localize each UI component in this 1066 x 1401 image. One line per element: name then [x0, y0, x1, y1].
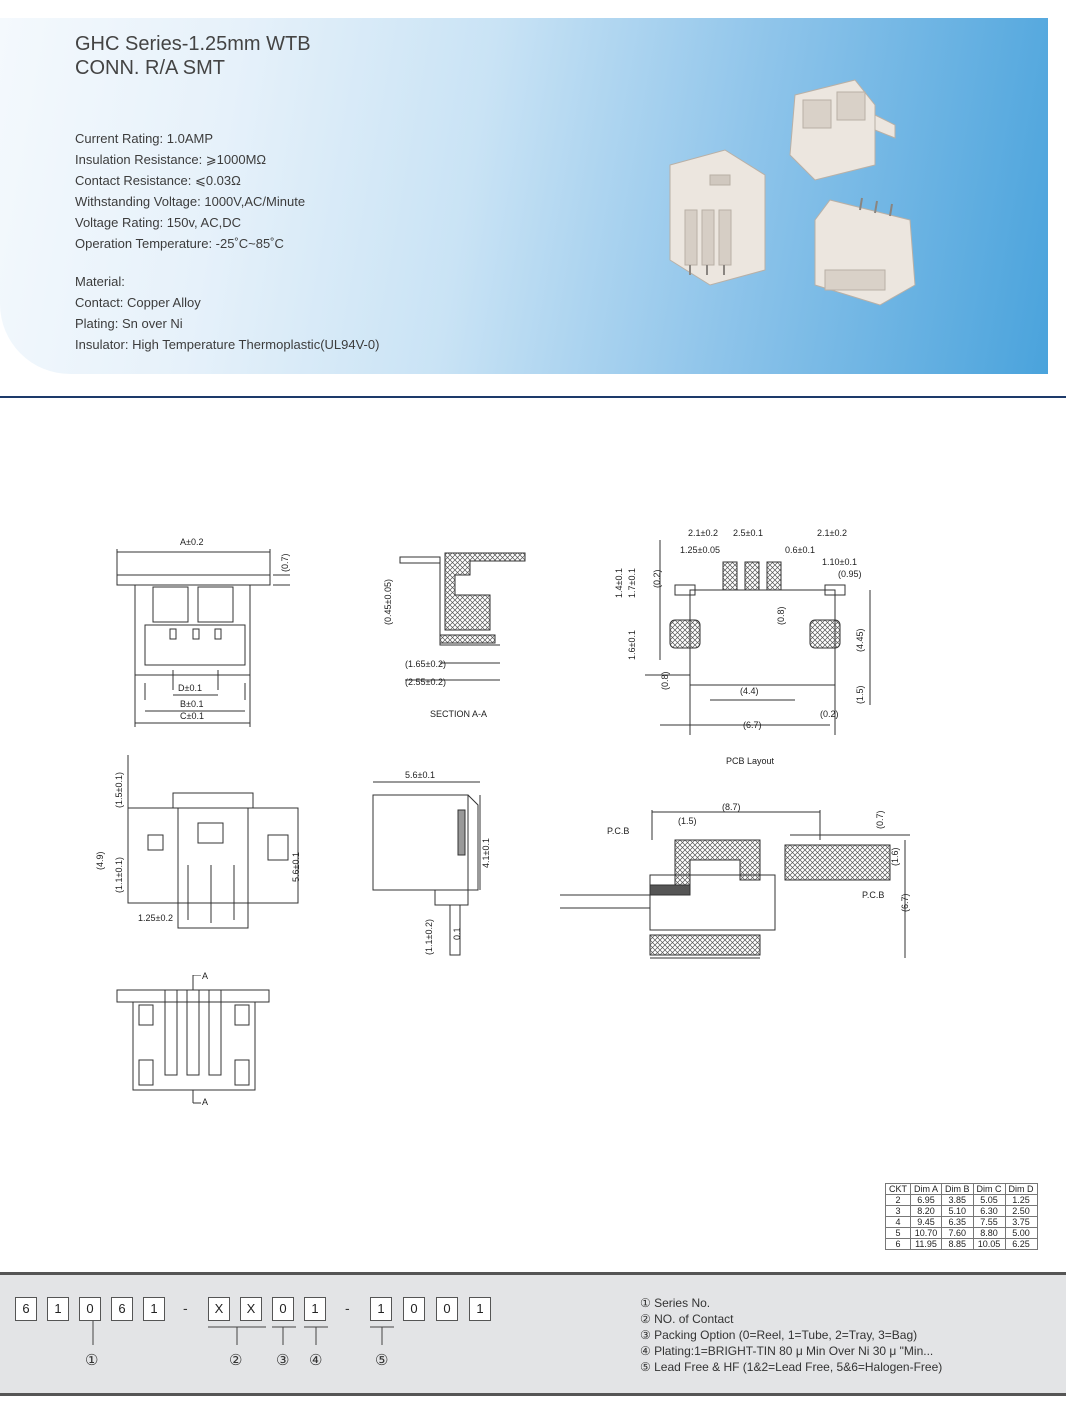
- table-cell: 7.60: [942, 1228, 974, 1239]
- pn-dash: -: [345, 1300, 350, 1316]
- title-line-2: CONN. R/A SMT: [75, 57, 226, 79]
- end-dim-5-6: 5.6±0.1: [405, 770, 435, 780]
- section-divider: [0, 396, 1066, 398]
- pn-digit: 0: [403, 1297, 425, 1321]
- pn-digit: 1: [143, 1297, 165, 1321]
- side-dim-1-5: (1.5±0.1): [114, 772, 124, 808]
- table-cell: 6.35: [942, 1217, 974, 1228]
- asm-pcb-label-1: P.C.B: [607, 826, 630, 836]
- pcb-l2: 1.7±0.1: [627, 568, 637, 598]
- spec-contact-res: Contact Resistance: ⩽0.03Ω: [75, 173, 241, 188]
- pcb-caption: PCB Layout: [726, 756, 775, 766]
- dim-b: B±0.1: [180, 699, 204, 709]
- asm-dim-8-7: (8.7): [722, 802, 741, 812]
- table-cell: 10.70: [911, 1228, 942, 1239]
- assembly-drawing: [560, 800, 920, 965]
- material-contact: Contact: Copper Alloy: [75, 295, 201, 310]
- pn-digit: 6: [111, 1297, 133, 1321]
- table-cell: 3: [886, 1206, 911, 1217]
- marker-4: ④: [309, 1352, 323, 1369]
- product-title: [75, 32, 311, 80]
- pn-bracket-lines: [0, 1321, 520, 1351]
- section-view-drawing: [395, 545, 545, 695]
- product-photo: [640, 70, 940, 310]
- material-plating: Plating: Sn over Ni: [75, 316, 183, 331]
- pn-digit: 1: [469, 1297, 491, 1321]
- dimension-table: [885, 1183, 1038, 1250]
- dim-section-1-65: (1.65±0.2): [405, 659, 446, 669]
- table-cell: 6.95: [911, 1195, 942, 1206]
- end-dim-0-1: 0.1: [452, 927, 462, 940]
- side-dim-1-25: 1.25±0.2: [138, 913, 173, 923]
- table-cell: 6: [886, 1239, 911, 1250]
- top-view-drawing: [115, 975, 275, 1105]
- table-cell: 6.25: [1005, 1239, 1037, 1250]
- pn-digit: 0: [79, 1297, 101, 1321]
- pn-digit: 6: [15, 1297, 37, 1321]
- dim-section-2-55: (2.55±0.2): [405, 677, 446, 687]
- spec-withstanding: Withstanding Voltage: 1000V,AC/Minute: [75, 194, 306, 209]
- legend-plating: ④ Plating:1=BRIGHT-TIN 80 μ Min Over Ni 30 μ "Min...: [640, 1344, 934, 1358]
- table-cell: 8.80: [973, 1228, 1005, 1239]
- section-marker-top: A: [202, 971, 209, 981]
- table-row: [886, 1228, 1038, 1239]
- legend-packing: ③ Packing Option (0=Reel, 1=Tube, 2=Tray, 3=Bag): [640, 1328, 918, 1342]
- pn-digit: X: [208, 1297, 230, 1321]
- marker-1: ①: [85, 1352, 99, 1369]
- table-cell: 6.30: [973, 1206, 1005, 1217]
- asm-dim-1-5: (1.5): [678, 816, 697, 826]
- legend-leadfree: ⑤ Lead Free & HF (1&2=Lead Free, 5&6=Halogen-Free): [640, 1360, 943, 1374]
- header-ckt: CKT: [886, 1184, 911, 1195]
- dim-c: C±0.1: [180, 711, 204, 721]
- pcb-t4: 1.25±0.05: [680, 545, 720, 555]
- spec-temperature: Operation Temperature: -25˚C~85˚C: [75, 236, 284, 251]
- pcb-l6: (0.8): [660, 671, 670, 690]
- table-cell: 9.45: [911, 1217, 942, 1228]
- table-cell: 8.20: [911, 1206, 942, 1217]
- part-number-legend: [640, 1295, 942, 1375]
- pcb-l3: (0.2): [652, 569, 662, 588]
- pn-digit: 0: [436, 1297, 458, 1321]
- pcb-l1: 1.4±0.1: [614, 568, 624, 598]
- side-dim-4-9: (4.9): [95, 851, 105, 870]
- table-cell: 2: [886, 1195, 911, 1206]
- pn-digit: 1: [370, 1297, 392, 1321]
- table-cell: 5.05: [973, 1195, 1005, 1206]
- pcb-l4: (0.8): [776, 606, 786, 625]
- table-row: [886, 1217, 1038, 1228]
- legend-contacts: ② NO. of Contact: [640, 1312, 734, 1326]
- dim-0-7: (0.7): [280, 553, 290, 572]
- title-line-1: GHC Series-1.25mm WTB: [75, 33, 311, 55]
- table-cell: 4: [886, 1217, 911, 1228]
- pn-dash: -: [183, 1300, 188, 1316]
- header-dim-d: Dim D: [1005, 1184, 1037, 1195]
- end-dim-4-1: 4.1±0.1: [481, 838, 491, 868]
- spec-voltage: Voltage Rating: 150v, AC,DC: [75, 215, 241, 230]
- side-dim-5-6: 5.6±0.1: [291, 852, 301, 882]
- end-view-drawing: [370, 780, 500, 965]
- table-row: [886, 1195, 1038, 1206]
- asm-dim-0-7: (0.7): [875, 810, 885, 829]
- pcb-t3: 2.1±0.2: [817, 528, 847, 538]
- table-cell: 1.25: [1005, 1195, 1037, 1206]
- dim-d: D±0.1: [178, 683, 202, 693]
- section-marker-bottom: A: [202, 1097, 209, 1107]
- pcb-r2: (1.5): [855, 685, 865, 704]
- asm-pcb-label-2: P.C.B: [862, 890, 885, 900]
- pn-digit: X: [240, 1297, 262, 1321]
- pcb-t1: 2.1±0.2: [688, 528, 718, 538]
- table-row: [886, 1206, 1038, 1217]
- legend-series: ① Series No.: [640, 1296, 711, 1310]
- table-cell: 10.05: [973, 1239, 1005, 1250]
- pcb-t7: (0.95): [838, 569, 862, 579]
- pcb-l5: 1.6±0.1: [627, 630, 637, 660]
- end-dim-1-1: (1.1±0.2): [424, 919, 434, 955]
- pcb-r1: (4.45): [855, 628, 865, 652]
- pn-digit: 0: [272, 1297, 294, 1321]
- dim-a: A±0.2: [180, 537, 204, 547]
- table-cell: 2.50: [1005, 1206, 1037, 1217]
- spec-insulation: Insulation Resistance: ⩾1000MΩ: [75, 152, 267, 167]
- material-insulator: Insulator: High Temperature Thermoplastic(UL94V-0): [75, 337, 380, 352]
- header-dim-c: Dim C: [973, 1184, 1005, 1195]
- pn-digit: 1: [47, 1297, 69, 1321]
- table-cell: 11.95: [911, 1239, 942, 1250]
- header-dim-a: Dim A: [911, 1184, 942, 1195]
- front-view-drawing: [105, 535, 305, 735]
- dim-section-0-45: (0.45±0.05): [383, 579, 393, 625]
- pcb-b1: (4.4): [740, 686, 759, 696]
- spec-current: Current Rating: 1.0AMP: [75, 131, 214, 146]
- table-cell: 5.10: [942, 1206, 974, 1217]
- table-cell: 3.75: [1005, 1217, 1037, 1228]
- material-heading: Material:: [75, 274, 125, 289]
- table-cell: 7.55: [973, 1217, 1005, 1228]
- pn-digit: 1: [304, 1297, 326, 1321]
- pcb-t5: 0.6±0.1: [785, 545, 815, 555]
- pcb-t6: 1.10±0.1: [822, 557, 857, 567]
- marker-5: ⑤: [375, 1352, 389, 1369]
- asm-dim-1-6: (1.6): [890, 847, 900, 866]
- pcb-b2: (0.2): [820, 709, 839, 719]
- pcb-t2: 2.5±0.1: [733, 528, 763, 538]
- side-view-drawing: [108, 755, 308, 930]
- asm-dim-6-7: (6.7): [900, 893, 910, 912]
- table-cell: 3.85: [942, 1195, 974, 1206]
- table-cell: 8.85: [942, 1239, 974, 1250]
- marker-2: ②: [229, 1352, 243, 1369]
- table-cell: 5: [886, 1228, 911, 1239]
- marker-3: ③: [276, 1352, 290, 1369]
- table-row: [886, 1239, 1038, 1250]
- header-dim-b: Dim B: [942, 1184, 974, 1195]
- side-dim-1-1: (1.1±0.1): [114, 857, 124, 893]
- section-caption: SECTION A-A: [430, 709, 488, 719]
- material-list: [75, 271, 379, 355]
- spec-list: [75, 128, 305, 254]
- pcb-b3: (6.7): [743, 720, 762, 730]
- table-cell: 5.00: [1005, 1228, 1037, 1239]
- table-header-row: [886, 1184, 1038, 1195]
